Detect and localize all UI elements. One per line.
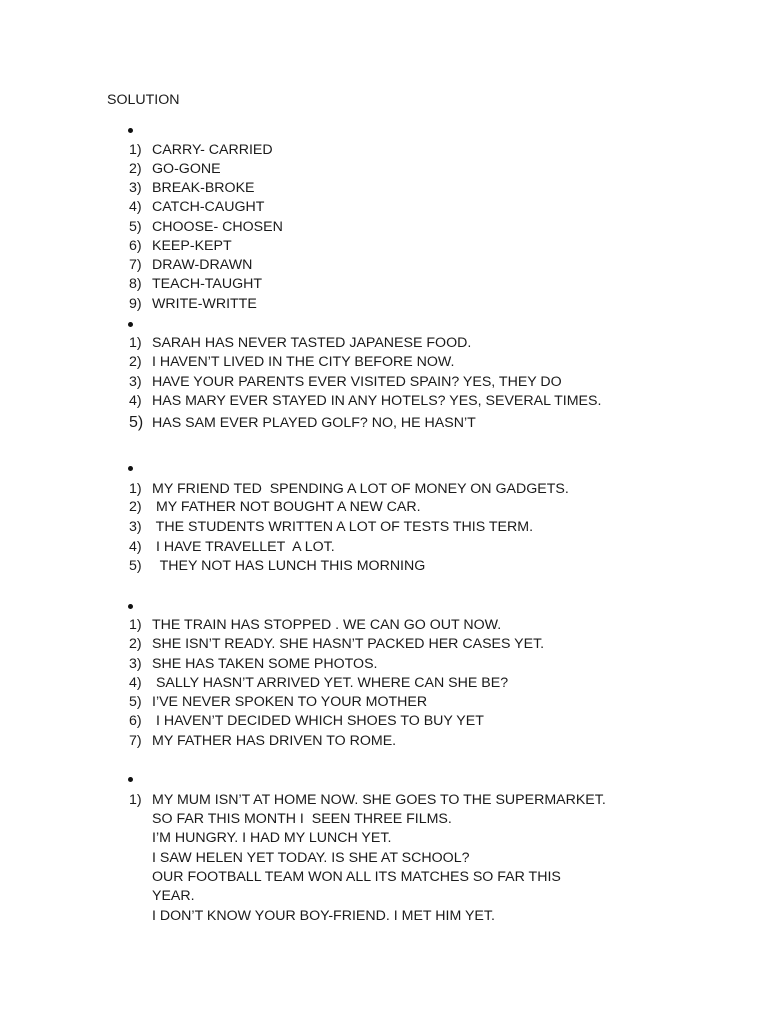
list-number: 4) — [129, 393, 142, 409]
list-item: DRAW-DRAWN — [152, 257, 253, 273]
list-item: I’M HUNGRY. I HAD MY LUNCH YET. — [152, 830, 392, 846]
list-item: SARAH HAS NEVER TASTED JAPANESE FOOD. — [152, 335, 472, 351]
list-item: SALLY HASN’T ARRIVED YET. WHERE CAN SHE BE? — [152, 675, 509, 691]
list-item: THE STUDENTS WRITTEN A LOT OF TESTS THIS TERM. — [152, 519, 534, 535]
list-number: 5) — [129, 219, 142, 235]
list-item: I HAVEN’T LIVED IN THE CITY BEFORE NOW. — [152, 354, 455, 370]
list-number: 3) — [129, 519, 142, 535]
list-number: 5) — [129, 558, 142, 574]
list-number: 3) — [129, 374, 142, 390]
list-item: I SAW HELEN YET TODAY. IS SHE AT SCHOOL? — [152, 850, 470, 866]
list-item: MY FATHER HAS DRIVEN TO ROME. — [152, 733, 397, 749]
list-item: GO-GONE — [152, 161, 221, 177]
list-number: 2) — [129, 161, 142, 177]
list-item: SO FAR THIS MONTH I SEEN THREE FILMS. — [152, 811, 452, 827]
list-item: HAVE YOUR PARENTS EVER VISITED SPAIN? YES, THEY DO — [152, 374, 562, 390]
list-item: I HAVE TRAVELLET A LOT. — [152, 539, 335, 555]
list-item: MY FRIEND TED SPENDING A LOT OF MONEY ON GADGETS. — [152, 481, 569, 497]
list-number: 1) — [129, 481, 142, 497]
list-number: 2) — [129, 354, 142, 370]
list-number: 6) — [129, 713, 142, 729]
list-number: 1) — [129, 335, 142, 351]
bullet-icon — [128, 128, 133, 133]
list-item: KEEP-KEPT — [152, 238, 232, 254]
list-number: 2) — [129, 499, 142, 515]
list-number: 1) — [129, 142, 142, 158]
list-number: 2) — [129, 636, 142, 652]
list-number: 9) — [129, 296, 142, 312]
list-item: I DON’T KNOW YOUR BOY-FRIEND. I MET HIM YET. — [152, 908, 495, 924]
bullet-icon — [128, 777, 133, 782]
list-item: CATCH-CAUGHT — [152, 199, 265, 215]
list-number: 6) — [129, 238, 142, 254]
page-title: SOLUTION — [107, 92, 180, 108]
list-item: I HAVEN’T DECIDED WHICH SHOES TO BUY YET — [152, 713, 484, 729]
list-item: CHOOSE- CHOSEN — [152, 219, 283, 235]
list-number: 7) — [129, 733, 142, 749]
bullet-icon — [128, 604, 133, 609]
list-item: CARRY- CARRIED — [152, 142, 273, 158]
list-number: 3) — [129, 656, 142, 672]
list-number: 5) — [129, 694, 142, 710]
list-number: 3) — [129, 180, 142, 196]
list-item: THE TRAIN HAS STOPPED . WE CAN GO OUT NOW. — [152, 617, 502, 633]
list-number: 4) — [129, 539, 142, 555]
list-item: HAS MARY EVER STAYED IN ANY HOTELS? YES, SEVERAL TIMES. — [152, 393, 602, 409]
list-number: 7) — [129, 257, 142, 273]
list-item: WRITE-WRITTE — [152, 296, 257, 312]
list-item: THEY NOT HAS LUNCH THIS MORNING — [152, 558, 426, 574]
list-item: OUR FOOTBALL TEAM WON ALL ITS MATCHES SO FAR THIS — [152, 869, 561, 885]
list-item: MY FATHER NOT BOUGHT A NEW CAR. — [152, 499, 421, 515]
list-number: 1) — [129, 792, 142, 808]
list-item: HAS SAM EVER PLAYED GOLF? NO, HE HASN’T — [152, 415, 476, 431]
list-item: SHE ISN’T READY. SHE HASN’T PACKED HER CASES YET. — [152, 636, 545, 652]
list-number: 5) — [129, 414, 144, 431]
list-item: MY MUM ISN’T AT HOME NOW. SHE GOES TO THE SUPERMARKET. — [152, 792, 606, 808]
list-item: YEAR. — [152, 888, 195, 904]
list-item: I’VE NEVER SPOKEN TO YOUR MOTHER — [152, 694, 428, 710]
list-number: 4) — [129, 675, 142, 691]
list-item: BREAK-BROKE — [152, 180, 255, 196]
bullet-icon — [128, 322, 133, 327]
list-number: 8) — [129, 276, 142, 292]
list-number: 4) — [129, 199, 142, 215]
list-item: SHE HAS TAKEN SOME PHOTOS. — [152, 656, 378, 672]
list-number: 1) — [129, 617, 142, 633]
list-item: TEACH-TAUGHT — [152, 276, 263, 292]
bullet-icon — [128, 466, 133, 471]
